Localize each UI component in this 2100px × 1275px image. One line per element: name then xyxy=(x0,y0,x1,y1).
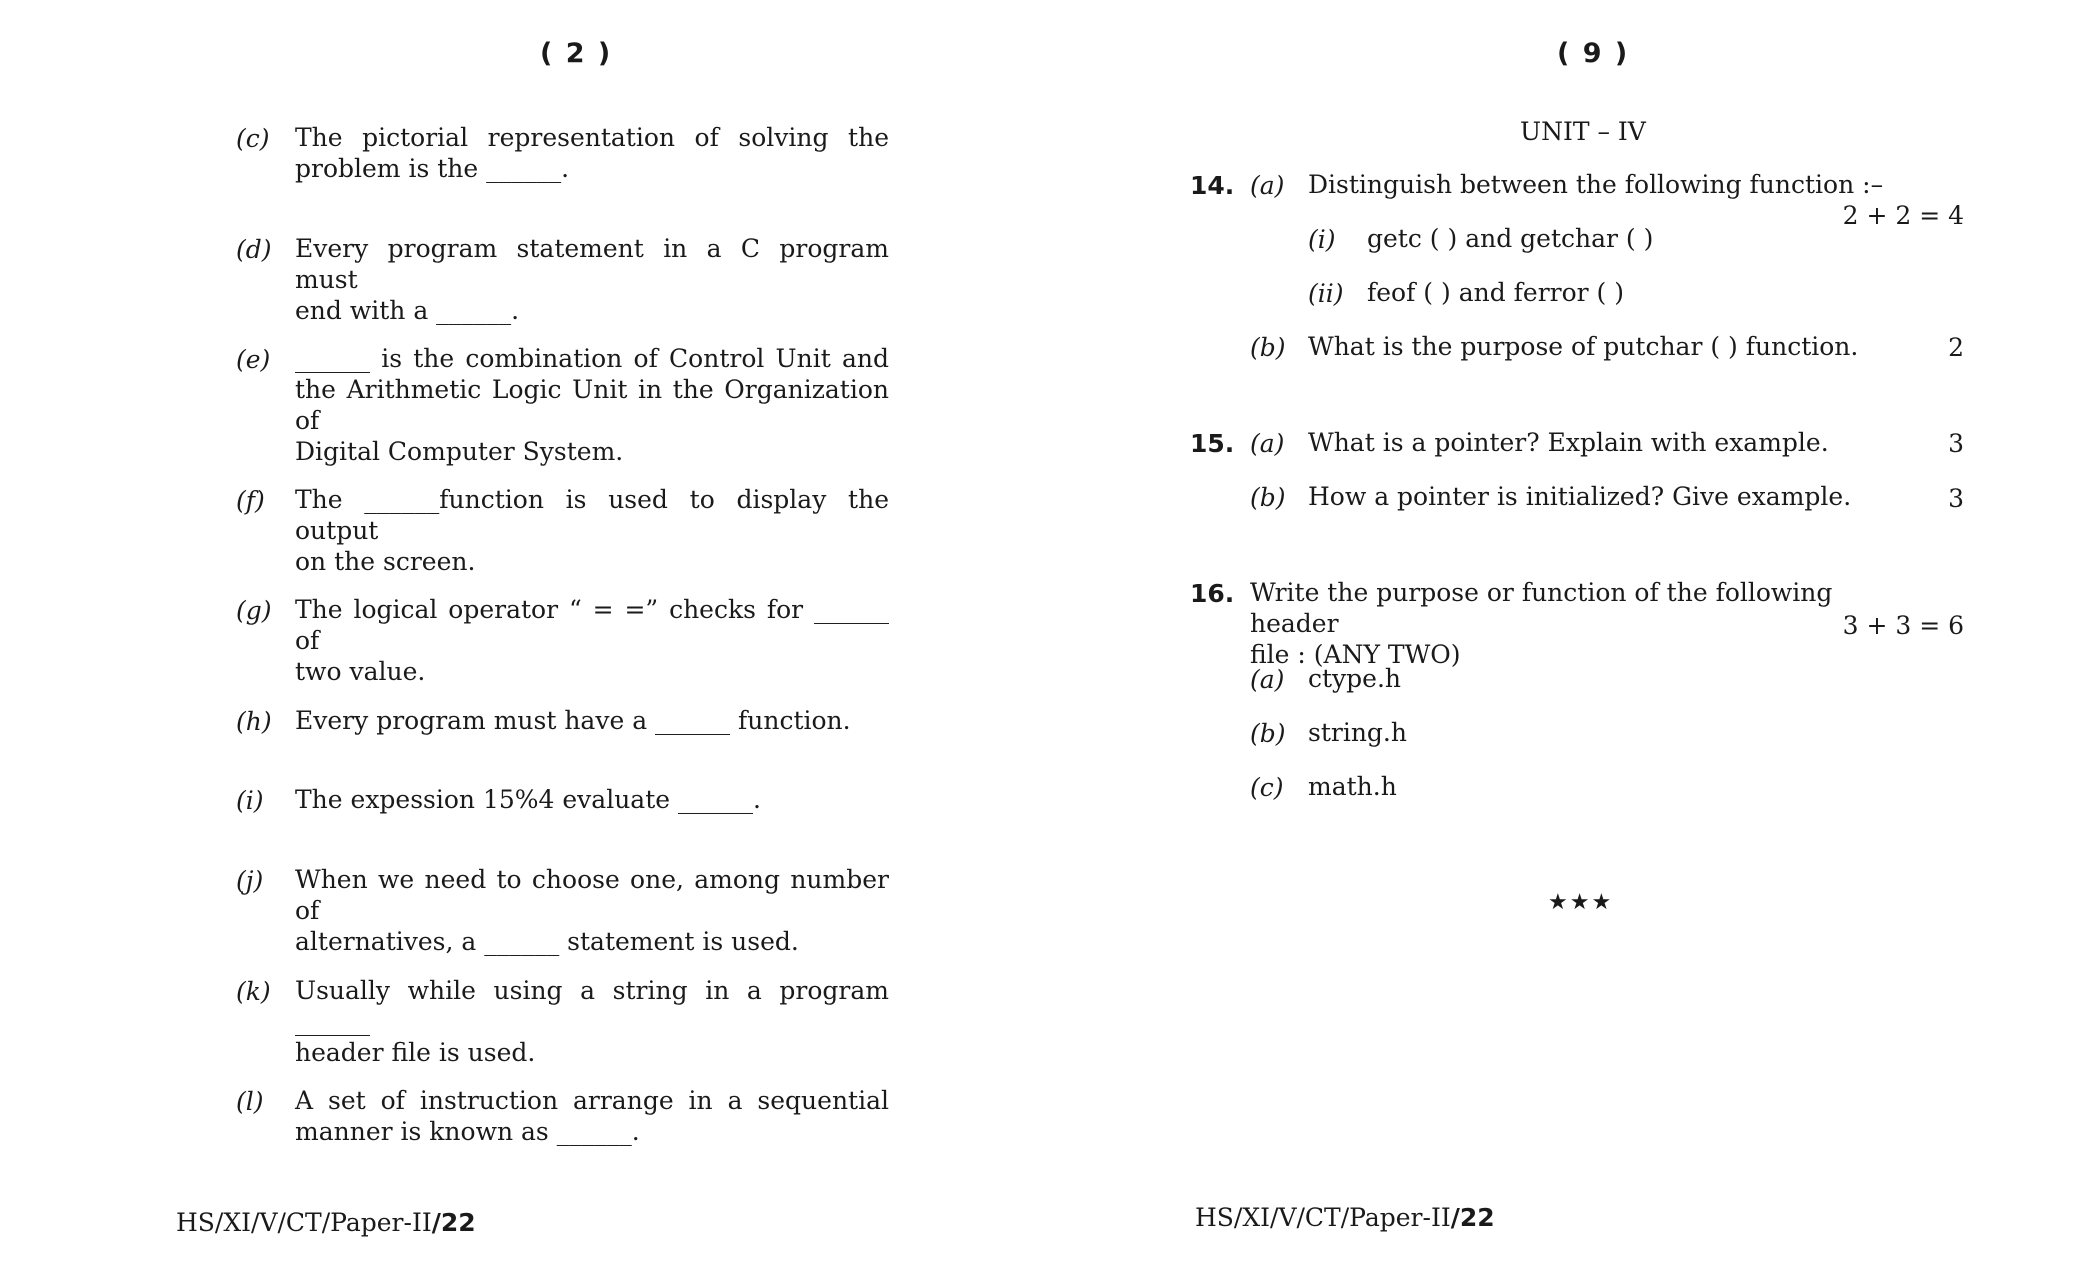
question-text-line: alternatives, a ______ statement is used. xyxy=(295,927,799,956)
question-text-line: Every program must have a ______ function. xyxy=(295,706,851,735)
page-footer xyxy=(176,1208,476,1237)
question-text-line: Write the purpose or function of the following header xyxy=(1250,578,1833,638)
question-text-line: end with a ______. xyxy=(295,296,520,325)
sub-question-text: Distinguish between the following function :– xyxy=(1308,170,1884,199)
question-number: 16. xyxy=(1190,579,1235,608)
sub-sub-label: (i) xyxy=(1308,225,1336,254)
sub-sub-question-text: feof ( ) and ferror ( ) xyxy=(1367,278,1625,307)
question-text-line: Usually while using a string in a program ______ xyxy=(295,976,889,1036)
unit-title: UNIT – IV xyxy=(1520,117,1646,146)
question-text xyxy=(295,343,889,467)
footer-code: HS/XI/V/CT/Paper-II xyxy=(1195,1203,1451,1232)
question-label: (f) xyxy=(236,486,265,515)
sub-question-text: What is a pointer? Explain with example. xyxy=(1308,428,1829,457)
question-label: (k) xyxy=(236,977,271,1006)
question-text-line: file : (ANY TWO) xyxy=(1250,640,1461,669)
question-text-line: The expession 15%4 evaluate ______. xyxy=(295,785,761,814)
page-number: ( 2 ) xyxy=(540,38,613,69)
sub-question-text: ctype.h xyxy=(1308,664,1402,693)
sub-label: (b) xyxy=(1250,333,1286,362)
sub-question-text: What is the purpose of putchar ( ) function. xyxy=(1308,332,1859,361)
sub-sub-label: (ii) xyxy=(1308,279,1344,308)
footer-year: /22 xyxy=(431,1208,476,1237)
marks: 3 xyxy=(1948,484,1964,513)
question-text xyxy=(295,233,889,326)
question-text xyxy=(295,705,889,736)
question-label: (d) xyxy=(236,235,272,264)
marks: 3 + 3 = 6 xyxy=(1842,611,1964,640)
question-text xyxy=(295,864,889,957)
question-text-line: The ______function is used to display the output xyxy=(295,485,889,545)
question-text xyxy=(295,484,889,577)
question-text xyxy=(295,975,889,1068)
question-label: (h) xyxy=(236,707,272,736)
sub-label: (a) xyxy=(1250,429,1285,458)
question-label: (i) xyxy=(236,786,264,815)
sub-label: (c) xyxy=(1250,773,1284,802)
question-text-line: on the screen. xyxy=(295,547,476,576)
question-text-line: Every program statement in a C program must xyxy=(295,234,889,294)
sub-question-text: math.h xyxy=(1308,772,1397,801)
question-text xyxy=(295,594,889,687)
question-text xyxy=(295,1085,889,1147)
question-text xyxy=(295,122,889,184)
sub-label: (b) xyxy=(1250,719,1286,748)
question-text xyxy=(1250,577,1910,670)
question-text-line: When we need to choose one, among number of xyxy=(295,865,889,925)
question-text-line: two value. xyxy=(295,657,426,686)
marks: 3 xyxy=(1948,429,1964,458)
question-text-line: The logical operator “ = =” checks for ______ of xyxy=(295,595,889,655)
question-label: (l) xyxy=(236,1087,264,1116)
question-number: 14. xyxy=(1190,171,1235,200)
question-label: (g) xyxy=(236,596,272,625)
question-label: (c) xyxy=(236,124,270,153)
sub-question-text: string.h xyxy=(1308,718,1407,747)
footer-year: /22 xyxy=(1450,1203,1495,1232)
marks: 2 xyxy=(1948,333,1964,362)
marks: 2 + 2 = 4 xyxy=(1842,201,1964,230)
sub-question-text: How a pointer is initialized? Give example. xyxy=(1308,482,1852,511)
question-text-line: problem is the ______. xyxy=(295,154,570,183)
question-number: 15. xyxy=(1190,429,1235,458)
question-text-line: manner is known as ______. xyxy=(295,1117,640,1146)
sub-label: (b) xyxy=(1250,483,1286,512)
question-text-line: Digital Computer System. xyxy=(295,437,624,466)
end-of-paper-stars: ★★★ xyxy=(1548,890,1614,915)
question-text-line: A set of instruction arrange in a sequential xyxy=(295,1086,889,1115)
question-text xyxy=(295,784,889,815)
sub-sub-question-text: getc ( ) and getchar ( ) xyxy=(1367,224,1654,253)
question-text-line: the Arithmetic Logic Unit in the Organization of xyxy=(295,375,889,435)
question-text-line: header file is used. xyxy=(295,1038,536,1067)
page-footer xyxy=(1195,1203,1495,1232)
sub-label: (a) xyxy=(1250,665,1285,694)
question-text-line: ______ is the combination of Control Unit and xyxy=(295,344,889,373)
page-number: ( 9 ) xyxy=(1557,38,1630,69)
question-text-line: The pictorial representation of solving the xyxy=(295,123,889,152)
sub-label: (a) xyxy=(1250,171,1285,200)
question-label: (e) xyxy=(236,345,271,374)
question-label: (j) xyxy=(236,866,264,895)
footer-code: HS/XI/V/CT/Paper-II xyxy=(176,1208,432,1237)
